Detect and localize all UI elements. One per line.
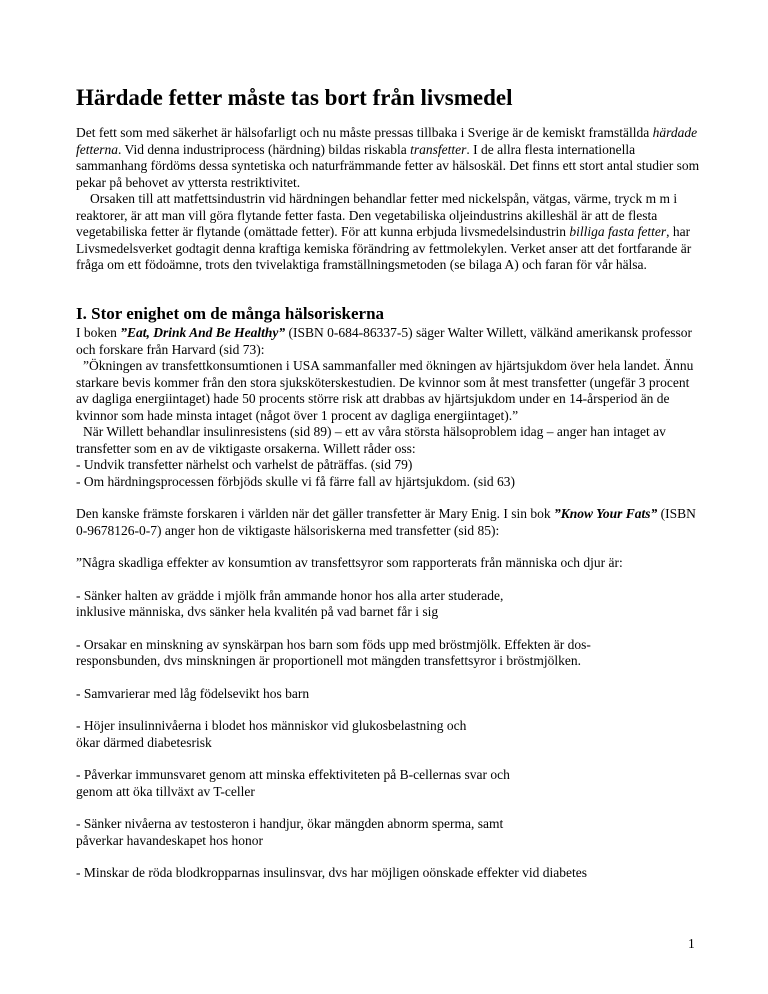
section-body	[76, 325, 702, 882]
willett-insulin: När Willett behandlar insulinresistens (sid 89) – ett av våra största hälsoproblem idag – anger han intaget av transfetter som en av de viktigaste orsakerna. Willett råder oss:	[76, 424, 666, 456]
effect-item: - Minskar de röda blodkropparnas insulinsvar, dvs har möjligen oönskade effekter vid diabetes	[76, 865, 587, 880]
book-title: ”Know Your Fats”	[553, 506, 658, 521]
page-title: Härdade fetter måste tas bort från livsmedel	[76, 85, 513, 110]
effect-item: - Orsakar en minskning av synskärpan hos barn som föds upp med bröstmjölk. Effekten är dos- responsbunden, dvs minskningen är proportionell mot mängden transfettsyror i bröstmjölken.	[76, 636, 591, 668]
effect-item: - Påverkar immunsvaret genom att minska effektiviteten på B-cellernas svar och genom att öka tillväxt av T-celler	[76, 767, 510, 799]
willett-quote: ”Ökningen av transfettkonsumtionen i USA sammanfaller med ökningen av hjärtsjukdom över hela landet. Ännu starkare bevis kommer från den stora sjuksköterskestudien. De kvinnor som åt mest transfetter (ungefär 3 procent av dagliga energiintaget) hade 50 procents större risk att drabbas av hjärtsjukdom under en 14-årsperiod än de kvinnor som hade minsta intaget (något över 1 procent av dagliga energiintaget).”	[76, 358, 694, 423]
effect-item: - Höjer insulinnivåerna i blodet hos människor vid glukosbelastning och ökar därmed diabetesrisk	[76, 718, 467, 750]
advice-item: - Undvik transfetter närhelst och varhelst de påträffas. (sid 79)	[76, 457, 413, 472]
effect-item: - Sänker nivåerna av testosteron i handjur, ökar mängden abnorm sperma, samt påverkar havandeskapet hos honor	[76, 816, 504, 848]
enig-effects-intro: ”Några skadliga effekter av konsumtion av transfettsyror som rapporterats från människa och djur är:	[76, 555, 623, 570]
section-heading: I. Stor enighet om de många hälsoriskerna	[76, 304, 385, 323]
intro-paragraph-1: Det fett som med säkerhet är hälsofarligt och nu måste pressas tillbaka i Sverige är de kemiskt framställda härdade fetterna. Vid denna industriprocess (härdning) bildas riskabla transfetter. I de allra flesta internationella sammanhang fördöms dessa syntetiska och naturfrämmande fetter av hälsoskäl. Det finns ett stort antal studier som pekar på behovet av yttersta restriktivitet.	[76, 125, 700, 190]
intro-paragraph-2: Orsaken till att matfettsindustrin vid härdningen behandlar fetter med nickelspån, vätgas, värme, tryck m m i reaktorer, är att man vill göra flytande fetter fasta. Den vegetabiliska oljeindustrins akilleshäl är att de flesta vegetabiliska fetter är flytande (omättade fetter). För att kunna erbjuda livsmedelsindustrin billiga fasta fetter, har Livsmedelsverket godtagit denna kraftiga kemiska förändring av fettmolekylen. Verket anser att det fortfarande är fråga om ett födoämne, trots den tvivelaktiga framställningsmetoden (se bilaga A) och faran för vår hälsa.	[76, 191, 692, 272]
effect-item: - Samvarierar med låg födelsevikt hos barn	[76, 685, 310, 701]
effect-item: - Sänker halten av grädde i mjölk från ammande honor hos alla arter studerade, inklusive människa, dvs sänker hela kvalitén på vad barnet får i sig	[76, 587, 504, 619]
advice-item: - Om härdningsprocessen förbjöds skulle vi få färre fall av hjärtsjukdom. (sid 63)	[76, 473, 516, 489]
book-title: ”Eat, Drink And Be Healthy”	[120, 325, 286, 340]
intro-section	[76, 125, 702, 274]
page-number: 1	[688, 936, 695, 951]
enig-intro: Den kanske främste forskaren i världen när det gäller transfetter är Mary Enig. I sin bok ”Know Your Fats” (ISBN 0-9678126-0-7) anger hon de viktigaste hälsoriskerna med transfetter (sid 85):	[76, 506, 696, 538]
willett-intro: I boken ”Eat, Drink And Be Healthy” (ISBN 0-684-86337-5) säger Walter Willett, välkänd amerikansk professor och forskare från Harvard (sid 73):	[76, 325, 693, 357]
